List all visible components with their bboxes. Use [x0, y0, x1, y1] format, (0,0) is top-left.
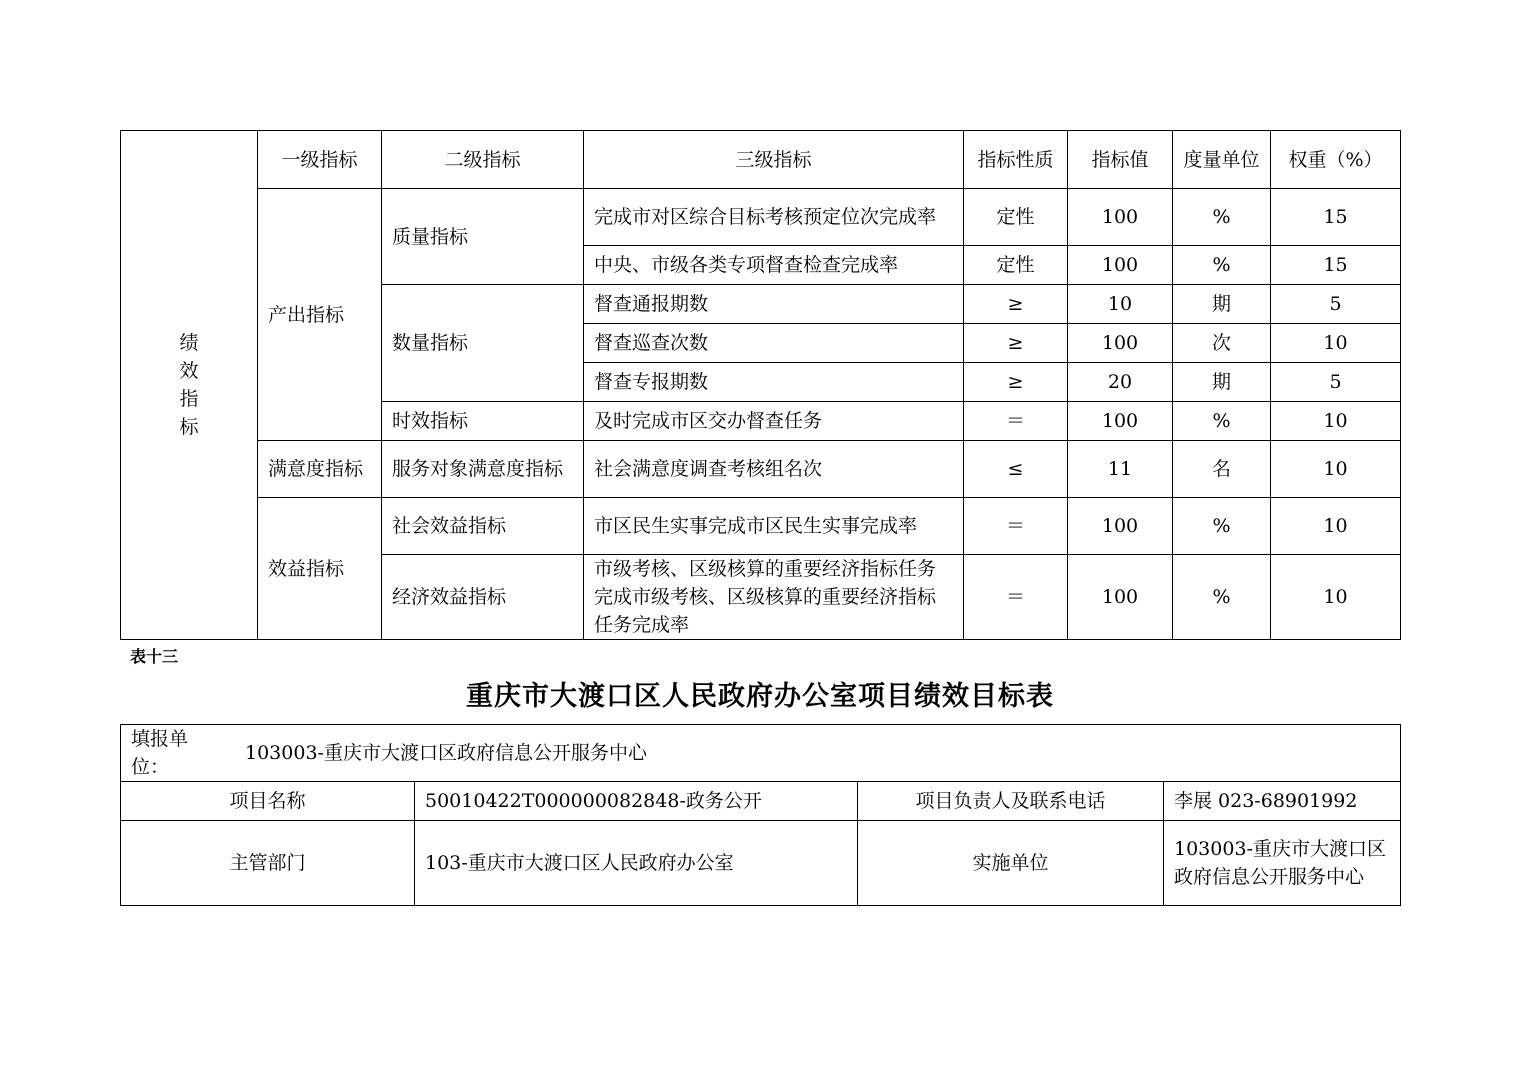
- table-row: [121, 498, 1401, 555]
- project-info-table: [120, 724, 1401, 906]
- nature-cell: ＝: [964, 555, 1068, 640]
- weight-cell: 10: [1271, 441, 1401, 498]
- value-cell: 100: [1068, 246, 1173, 285]
- table-row: [121, 441, 1401, 498]
- unit-cell: %: [1173, 402, 1271, 441]
- header-unit: 度量单位: [1173, 131, 1271, 189]
- unit-cell: 期: [1173, 363, 1271, 402]
- header-row: [121, 131, 1401, 189]
- impl-value: 103003-重庆市大渡口区政府信息公开服务中心: [1164, 821, 1401, 906]
- header-level3: 三级指标: [584, 131, 964, 189]
- weight-cell: 10: [1271, 402, 1401, 441]
- weight-cell: 15: [1271, 189, 1401, 246]
- group-satisfaction: 满意度指标: [258, 441, 382, 498]
- group-output: 产出指标: [258, 189, 382, 441]
- nature-cell: ＝: [964, 498, 1068, 555]
- header-weight: 权重（%）: [1271, 131, 1401, 189]
- weight-cell: 10: [1271, 324, 1401, 363]
- subgroup-economic: 经济效益指标: [382, 555, 584, 640]
- subgroup-quality: 质量指标: [382, 189, 584, 285]
- nature-cell: ≤: [964, 441, 1068, 498]
- department-row: [121, 821, 1401, 906]
- nature-cell: ≥: [964, 363, 1068, 402]
- indicator-cell: 督查巡查次数: [584, 324, 964, 363]
- table-row: [121, 189, 1401, 246]
- side-label-cell: [121, 131, 258, 640]
- dept-value: 103-重庆市大渡口区人民政府办公室: [415, 821, 858, 906]
- fill-unit-label: 填报单位：: [131, 728, 189, 778]
- nature-cell: 定性: [964, 246, 1068, 285]
- subgroup-timeliness: 时效指标: [382, 402, 584, 441]
- weight-cell: 15: [1271, 246, 1401, 285]
- contact-label: 项目负责人及联系电话: [858, 782, 1164, 821]
- header-nature: 指标性质: [964, 131, 1068, 189]
- header-level2: 二级指标: [382, 131, 584, 189]
- value-cell: 100: [1068, 555, 1173, 640]
- indicator-cell: 中央、市级各类专项督查检查完成率: [584, 246, 964, 285]
- indicator-cell: 市区民生实事完成市区民生实事完成率: [584, 498, 964, 555]
- project-name-value: 50010422T000000082848-政务公开: [415, 782, 858, 821]
- unit-cell: 期: [1173, 285, 1271, 324]
- side-label: 绩效指标: [179, 332, 199, 438]
- weight-cell: 10: [1271, 498, 1401, 555]
- value-cell: 10: [1068, 285, 1173, 324]
- header-level1: 一级指标: [258, 131, 382, 189]
- value-cell: 11: [1068, 441, 1173, 498]
- indicator-cell: 完成市对区综合目标考核预定位次完成率: [584, 189, 964, 246]
- subgroup-quantity: 数量指标: [382, 285, 584, 402]
- nature-cell: ＝: [964, 402, 1068, 441]
- nature-cell: ≥: [964, 285, 1068, 324]
- contact-value: 李展 023-68901992: [1164, 782, 1401, 821]
- weight-cell: 5: [1271, 285, 1401, 324]
- indicator-cell: 及时完成市区交办督查任务: [584, 402, 964, 441]
- weight-cell: 5: [1271, 363, 1401, 402]
- fill-unit-cell: [121, 725, 1401, 782]
- indicator-cell: 市级考核、区级核算的重要经济指标任务完成市级考核、区级核算的重要经济指标任务完成率: [584, 555, 964, 640]
- fill-unit-value: 103003-重庆市大渡口区政府信息公开服务中心: [245, 742, 647, 764]
- value-cell: 100: [1068, 402, 1173, 441]
- project-name-label: 项目名称: [121, 782, 415, 821]
- header-value: 指标值: [1068, 131, 1173, 189]
- value-cell: 100: [1068, 324, 1173, 363]
- dept-label: 主管部门: [121, 821, 415, 906]
- unit-cell: %: [1173, 555, 1271, 640]
- indicator-cell: 督查通报期数: [584, 285, 964, 324]
- table-number: 表十三: [130, 647, 179, 666]
- project-name-row: [121, 782, 1401, 821]
- indicator-cell: 督查专报期数: [584, 363, 964, 402]
- indicator-cell: 社会满意度调查考核组名次: [584, 441, 964, 498]
- unit-cell: 次: [1173, 324, 1271, 363]
- fill-unit-row: [121, 725, 1401, 782]
- unit-cell: %: [1173, 189, 1271, 246]
- nature-cell: ≥: [964, 324, 1068, 363]
- nature-cell: 定性: [964, 189, 1068, 246]
- value-cell: 20: [1068, 363, 1173, 402]
- weight-cell: 10: [1271, 555, 1401, 640]
- unit-cell: %: [1173, 246, 1271, 285]
- subgroup-satisfaction: 服务对象满意度指标: [382, 441, 584, 498]
- performance-indicator-table: [120, 130, 1401, 640]
- unit-cell: 名: [1173, 441, 1271, 498]
- impl-label: 实施单位: [858, 821, 1164, 906]
- group-benefit: 效益指标: [258, 498, 382, 640]
- value-cell: 100: [1068, 498, 1173, 555]
- page-title: 重庆市大渡口区人民政府办公室项目绩效目标表: [466, 681, 1054, 712]
- value-cell: 100: [1068, 189, 1173, 246]
- unit-cell: %: [1173, 498, 1271, 555]
- subgroup-social: 社会效益指标: [382, 498, 584, 555]
